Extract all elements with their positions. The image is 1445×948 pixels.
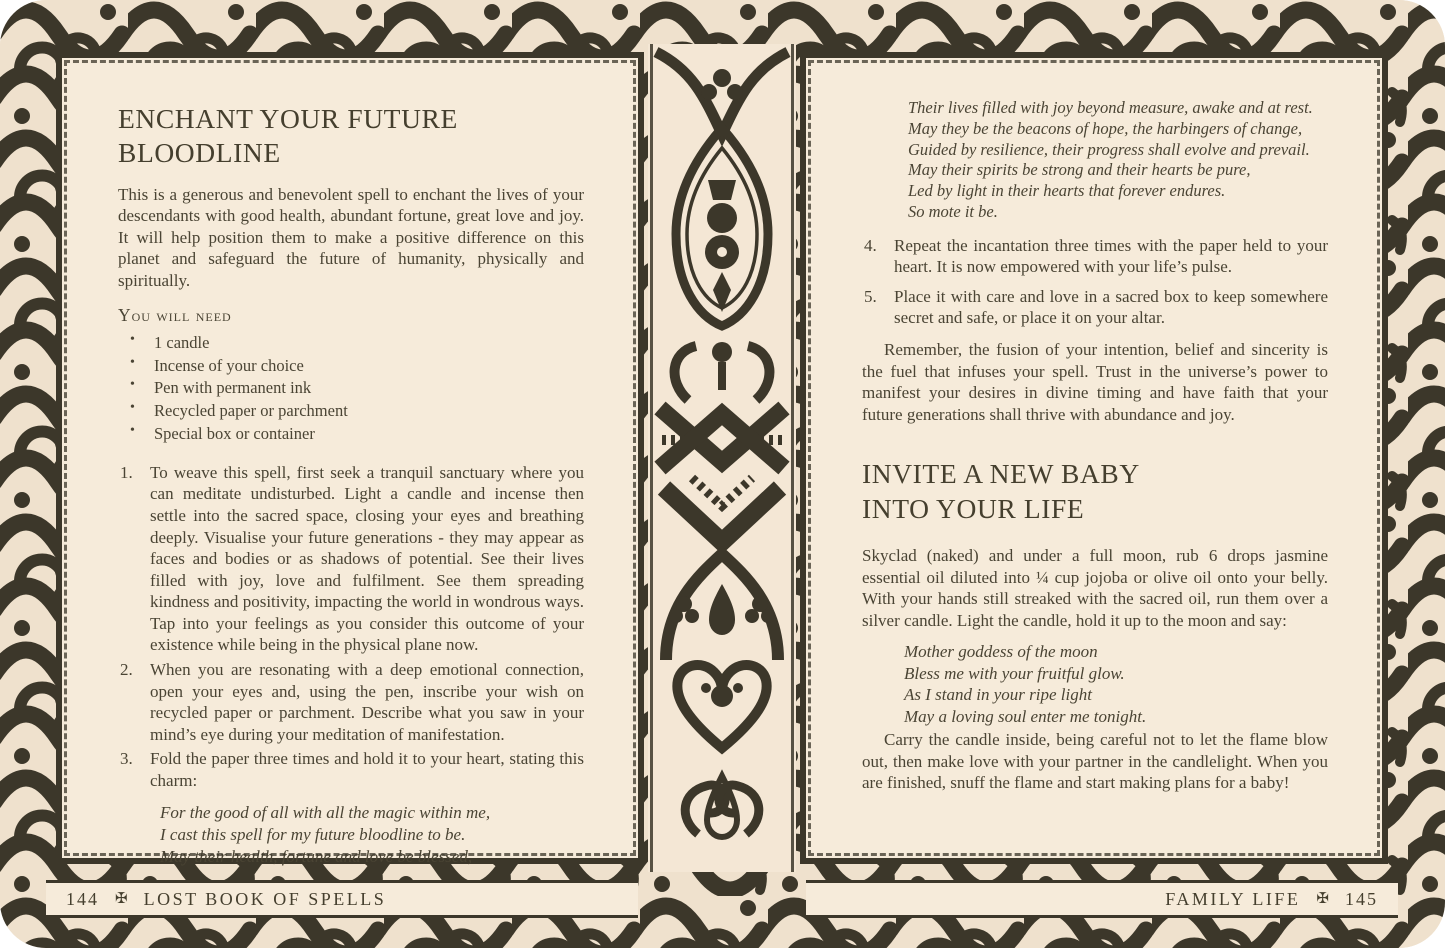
supplies-list [118,333,584,444]
step-text: Fold the paper three times and hold it to your heart, stating this charm: [150,749,584,790]
supply-text: Recycled paper or parchment [154,401,348,421]
charm-line: May they be the beacons of hope, the harbingers of change, [908,118,1303,138]
bullet-icon: • [130,377,135,393]
charm-line: I cast this spell for my future bloodline to be. [160,824,466,844]
charm-line: Guided by resilience, their progress shall evolve and prevail. [908,139,1310,159]
chapter-title: FAMILY LIFE [1165,888,1301,909]
charm-line: May their health, fortune and love be blessed, [160,846,473,866]
footer-right [806,880,1398,918]
left-page [56,52,644,864]
book-title: LOST BOOK OF SPELLS [143,888,387,909]
closing-paragraph: Carry the candle inside, being careful not to let the flame blow out, then make love with your partner in the candlelight. When you are finished, snuff the flame and start making plans for a baby! [862,730,1328,793]
step-number: 2. [120,660,133,680]
heading-line: ENCHANT YOUR FUTURE [118,103,458,134]
charm-line: May their spirits be strong and their hearts be pure, [908,160,1251,180]
step-item [118,659,584,745]
step-item [118,462,584,656]
footer-left [46,880,638,918]
supply-text: Special box or container [154,424,315,444]
step-number: 4. [864,235,877,255]
supply-item [118,333,584,353]
cross-icon: ✠ [115,890,128,907]
charm-line: For the good of all with all the magic within me, [160,802,491,822]
heading-line: INVITE A NEW BABY [862,458,1140,490]
step-text: To weave this spell, first seek a tranquil sanctuary where you can meditate undisturbed. Light a candle and incense then settle into the sacred space, closing your eyes and breathing deeply. Visualise your future generations - they may appear as faces and bodies or as shadows of potential. See their lives filled with joy, love and fulfilment. See them spreading kindness and positivity, impacting the world in wondrous ways. Tap into your feelings as you consider this outcome of your existence while being in the physical plane now. [150,462,584,655]
cross-icon: ✠ [1316,890,1329,907]
charm-line: Led by light in their hearts that forever endures. [908,181,1226,201]
spell-intro: This is a generous and benevolent spell to enchant the lives of your descendants with good health, abundant fortune, great love and joy. It will help position them to make a positive difference on this planet and safeguard the future of humanity, physically and spiritually. [118,184,584,291]
you-will-need-label: You will need [118,304,232,325]
supply-item [118,356,584,376]
step-text: Place it with care and love in a sacred box to keep somewhere secret and safe, or place it on your altar. [894,286,1328,328]
spell-intro: Skyclad (naked) and under a full moon, rub 6 drops jasmine essential oil diluted into ¼ cup jojoba or olive oil onto your belly. With your hands still streaked with the sacred oil, run them over a silver candle. Light the candle, hold it up to the moon and say: [862,546,1328,630]
bullet-icon: • [130,423,135,439]
steps-list [118,462,584,792]
step-number: 5. [864,286,877,306]
incantation-line: Mother goddess of the moon [904,642,1098,662]
step-item [118,748,584,791]
bullet-icon: • [130,331,135,347]
page-number: 145 [1345,888,1378,909]
left-page-content [62,58,638,866]
heading-line: INTO YOUR LIFE [862,492,1085,524]
charm-line: Their lives filled with joy beyond measure, awake and at rest. [908,98,1313,117]
supply-text: Incense of your choice [154,355,304,375]
incantation-line: May a loving soul enter me tonight. [904,706,1147,726]
spell-title-invite-baby [862,457,1328,526]
charm-verse [160,802,584,867]
step-text: Repeat the incantation three times with the paper held to your heart. It is now empowered with your life’s pulse. [894,235,1328,277]
step-text: When you are resonating with a deep emotional connection, open your eyes and, using the pen, inscribe your wish on recycled paper or parchment. Describe what you saw in your mind’s eye during your meditation of manifestation. [150,660,584,744]
incantation-line: As I stand in your ripe light [904,685,1092,705]
bullet-icon: • [130,400,135,416]
page-number: 144 [66,888,99,909]
bullet-icon: • [130,354,135,370]
step-item [862,286,1328,329]
supply-text: Pen with permanent ink [154,378,312,398]
steps-list-continued [862,235,1328,329]
incantation-line: Bless me with your fruitful glow. [904,663,1125,683]
step-number: 3. [120,749,133,769]
supply-item [118,401,584,421]
heading-line: BLOODLINE [118,137,281,169]
supply-text: 1 candle [154,332,210,352]
charm-verse-continued [908,98,1328,223]
spell-title-enchant-bloodline [118,102,584,171]
right-page [800,52,1388,864]
supply-item [118,424,584,444]
charm-line: So mote it be. [908,201,998,221]
step-number: 1. [120,462,133,482]
center-ornament [648,44,796,872]
right-page-content [806,58,1382,858]
supply-item [118,378,584,398]
remember-paragraph: Remember, the fusion of your intention, belief and sincerity is the fuel that infuses your spell. Trust in the universe’s power to manifest your desires in divine timing and have faith that your future generations shall thrive with abundance and joy. [862,340,1328,424]
incantation-verse [904,641,1328,727]
step-item [862,235,1328,278]
